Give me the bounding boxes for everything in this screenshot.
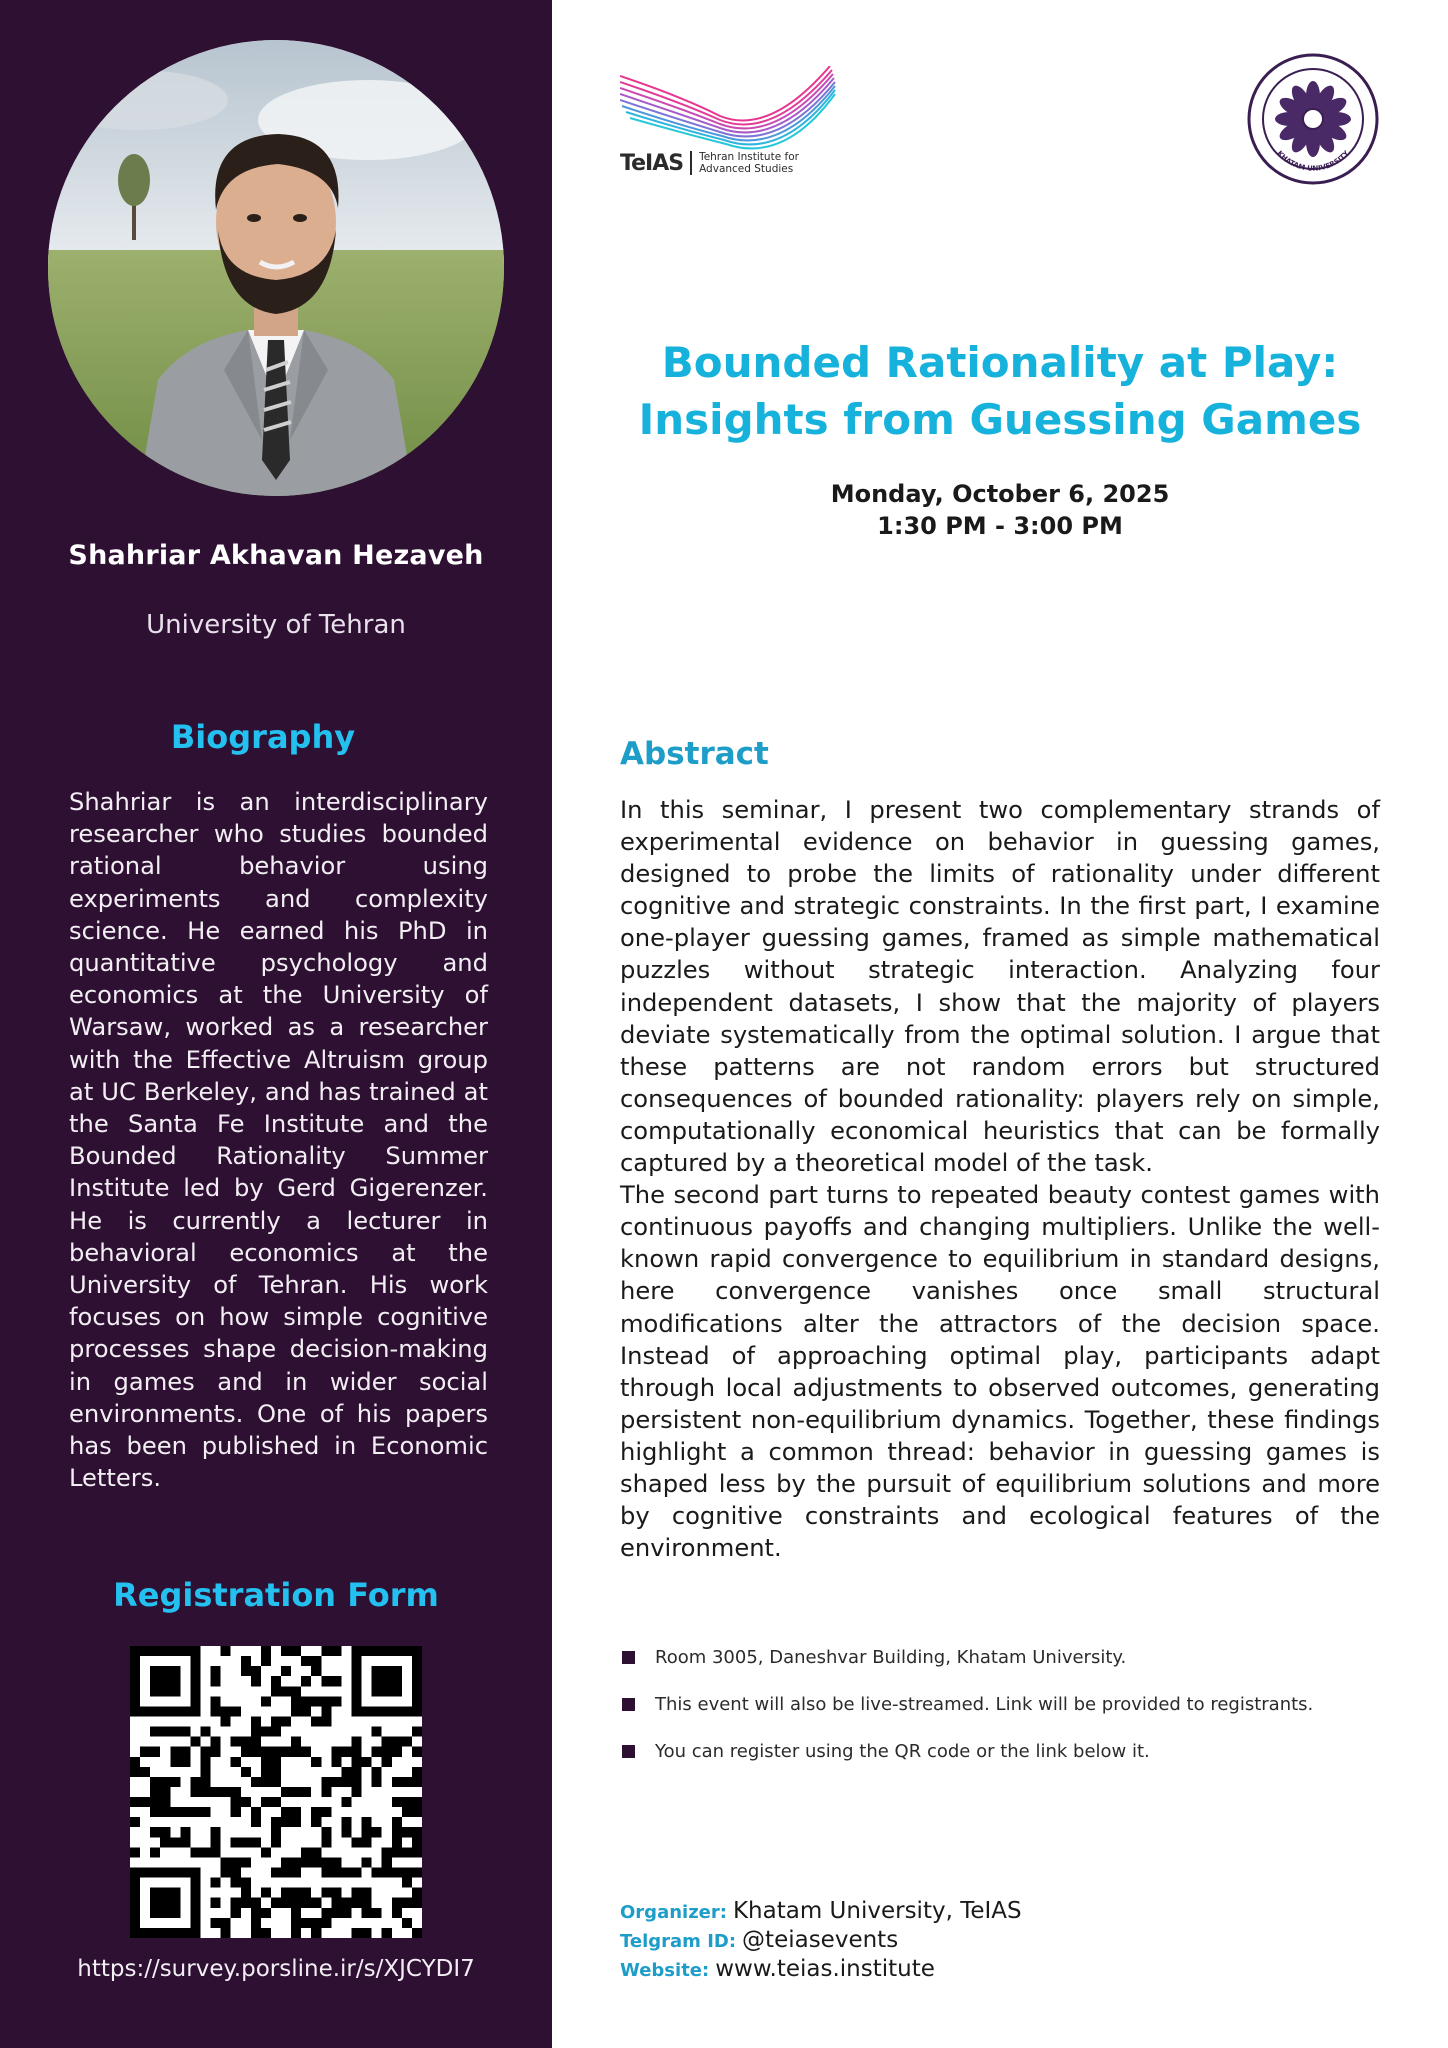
khatam-seal-text: KHATAM UNIVERSITY (1275, 149, 1351, 173)
speaker-portrait-illustration (48, 40, 504, 496)
biography-heading: Biography (170, 718, 356, 756)
event-info-list (622, 1646, 1382, 1787)
talk-title-line2: Insights from Guessing Games (638, 395, 1362, 444)
website-label: Website: (620, 1960, 710, 1981)
teias-divider (690, 151, 692, 175)
teias-wordmark (620, 148, 840, 178)
organizer-label: Organizer: (620, 1902, 727, 1923)
registration-heading: Registration Form (113, 1576, 439, 1614)
khatam-seal-icon (1246, 52, 1380, 186)
footer-website (620, 1956, 1380, 1985)
teias-full-name-line2: Advanced Studies (699, 163, 794, 175)
event-footer (620, 1898, 1380, 1985)
talk-time: 1:30 PM - 3:00 PM (877, 512, 1123, 540)
info-item-text: Room 3005, Daneshvar Building, Khatam University. (655, 1646, 1127, 1668)
talk-datetime (600, 478, 1400, 542)
info-item-registration (622, 1740, 1382, 1762)
registration-qr-code[interactable] (130, 1646, 422, 1938)
teias-abbreviation: TeIAS (620, 150, 684, 176)
speaker-name: Shahriar Akhavan Hezaveh (68, 540, 484, 571)
telegram-value[interactable]: @teiasevents (742, 1927, 899, 1953)
info-item-livestream (622, 1693, 1382, 1715)
info-item-text: This event will also be live-streamed. Link will be provided to registrants. (655, 1693, 1314, 1715)
teias-full-name (699, 151, 799, 175)
bullet-square-icon (622, 1651, 635, 1664)
speaker-photo (48, 40, 504, 496)
footer-telegram (620, 1927, 1380, 1956)
qr-code-icon (130, 1646, 422, 1938)
khatam-university-logo (1246, 52, 1380, 186)
talk-title-line1: Bounded Rationality at Play: (661, 338, 1339, 387)
biography-text: Shahriar is an interdisciplinary researcher who studies bounded rational behavior using experiments and complexity science. He earned his PhD in quantitative psychology and economics at the University of Warsaw, worked as a researcher with the Effective Altruism group at UC Berkeley, and has trained at the Santa Fe Institute and the Bounded Rationality Summer Institute led by Gerd Gigerenzer. He is currently a lecturer in behavioral economics at the University of Tehran. His work focuses on how simple cognitive processes shape decision-making in games and in wider social environments. One of his papers has been published in Economic Letters. (69, 788, 488, 1493)
abstract-paragraph-2: The second part turns to repeated beauty contest games with continuous payoffs and changing multipliers. Unlike the well-known rapid convergence to equilibrium in standard designs, here convergence vanishes once small structural modifications alter the attractors of the decision space. Instead of approaching optimal play, participants adapt through local adjustments to observed outcomes, generating persistent non-equilibrium dynamics. Together, these findings highlight a common thread: behavior in guessing games is shaped less by the pursuit of equilibrium solutions and more by cognitive constraints and ecological features of the environment. (620, 1181, 1380, 1563)
talk-title (600, 334, 1400, 448)
bullet-square-icon (622, 1698, 635, 1711)
website-value[interactable]: www.teias.institute (715, 1956, 935, 1982)
telegram-label: Telgram ID: (620, 1931, 737, 1952)
abstract-paragraph-1: In this seminar, I present two complementary strands of experimental evidence on behavior in guessing games, designed to probe the limits of rationality under different cognitive and strategic constraints. In the first part, I examine one-player guessing games, framed as simple mathematical puzzles without strategic interaction. Analyzing four independent datasets, I show that the majority of players deviate systematically from the optimal solution. I argue that these patterns are not random errors but structured consequences of bounded rationality: players rely on simple, computationally economical heuristics that can be formally captured by a theoretical model of the task. (620, 796, 1380, 1178)
info-item-location (622, 1646, 1382, 1668)
speaker-sidebar (0, 0, 552, 2048)
footer-organizer (620, 1898, 1380, 1927)
abstract-heading: Abstract (620, 736, 769, 772)
bullet-square-icon (622, 1745, 635, 1758)
info-item-text: You can register using the QR code or the link below it. (655, 1740, 1150, 1762)
registration-link[interactable]: https://survey.porsline.ir/s/XJCYDI7 (77, 1956, 475, 1982)
teias-full-name-line1: Tehran Institute for (699, 151, 799, 163)
organizer-value: Khatam University, TeIAS (732, 1898, 1022, 1924)
speaker-affiliation: University of Tehran (146, 610, 406, 640)
talk-date: Monday, October 6, 2025 (830, 480, 1170, 508)
abstract-text (620, 794, 1380, 1564)
